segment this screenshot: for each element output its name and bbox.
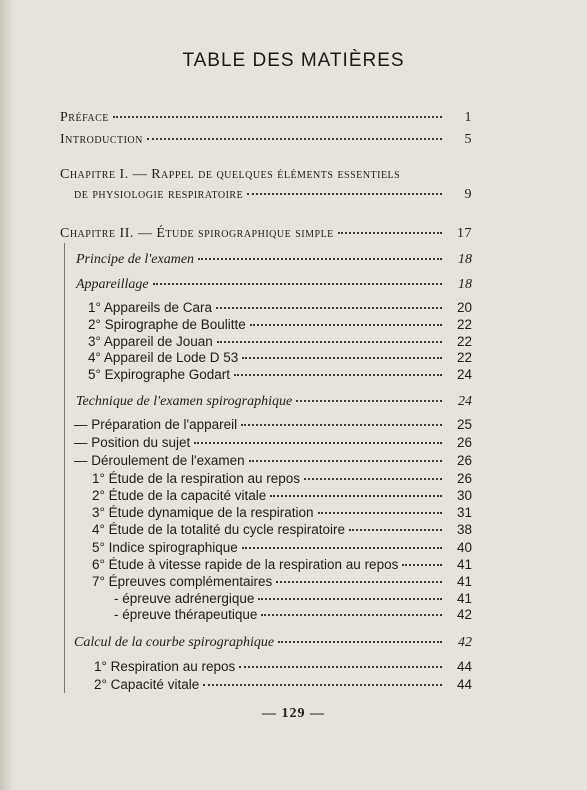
- toc-entry-text: 7° Épreuves complémentaires: [92, 574, 273, 589]
- toc-entry-principe: [76, 251, 472, 268]
- dot-leader: [318, 511, 442, 514]
- toc-page-number: 44: [456, 677, 472, 692]
- toc-page-number: 20: [456, 300, 472, 315]
- toc-entry-item: [88, 349, 472, 366]
- page-title: TABLE DES MATIÈRES: [182, 50, 405, 71]
- toc-page-number: 5: [464, 132, 472, 147]
- dot-leader: [216, 306, 442, 309]
- toc-entry-item: [94, 676, 472, 693]
- page-number-footer: — 129 —: [262, 706, 325, 721]
- dot-leader: [250, 323, 442, 326]
- toc-entry-chapter-1-continued: [74, 186, 472, 203]
- toc-entry-subitem: [114, 606, 472, 623]
- toc-entry-text: Technique de l'examen spirographique: [76, 394, 293, 409]
- toc-entry-introduction: [60, 131, 472, 148]
- toc-page-number: 41: [456, 574, 472, 589]
- toc-page-number: 31: [456, 505, 472, 520]
- toc-entry-text: 6° Étude à vitesse rapide de la respiration au repos: [92, 557, 399, 572]
- toc-entry-item: [92, 487, 472, 504]
- toc-entry-text: - épreuve thérapeutique: [114, 607, 258, 622]
- toc-entry-text: 1° Appareils de Cara: [88, 300, 212, 315]
- toc-entry-item: [88, 299, 472, 316]
- toc-page-number: 1: [464, 110, 472, 125]
- toc-page-number: 42: [456, 607, 472, 622]
- toc-entry-item: [88, 316, 472, 333]
- toc-entry-subitem: [114, 590, 472, 607]
- toc-entry-text: 3° Appareil de Jouan: [88, 334, 213, 349]
- dot-leader: [194, 441, 442, 444]
- toc-page-number: 18: [458, 277, 472, 292]
- toc-entry-item: [92, 521, 472, 538]
- toc-page-number: 24: [458, 394, 472, 409]
- toc-page-number: 17: [457, 226, 472, 241]
- dot-leader: [402, 563, 442, 566]
- toc-entry-technique: [76, 393, 472, 410]
- dot-leader: [153, 282, 442, 285]
- dot-leader: [242, 356, 442, 359]
- toc-page-number: 22: [456, 317, 472, 332]
- toc-entry-item: [92, 470, 472, 487]
- dot-leader: [349, 528, 442, 531]
- toc-page-number: 22: [456, 334, 472, 349]
- toc-page-number: 44: [456, 659, 472, 674]
- toc-page-number: 30: [456, 488, 472, 503]
- toc-entry-text: 1° Respiration au repos: [94, 659, 236, 674]
- toc-entry-text: Calcul de la courbe spirographique: [74, 635, 275, 650]
- toc-entry-preface: [60, 109, 472, 126]
- toc-page-number: 18: [458, 252, 472, 267]
- toc-entry-text: 2° Étude de la capacité vitale: [92, 488, 267, 503]
- toc-entry-text: 2° Capacité vitale: [94, 677, 200, 692]
- toc-page-number: 22: [456, 350, 472, 365]
- dot-leader: [234, 373, 442, 376]
- dot-leader: [261, 613, 442, 616]
- toc-entry-item: [92, 539, 472, 556]
- toc-entry-item: [88, 366, 472, 383]
- page-edge: [0, 0, 14, 790]
- dot-leader: [270, 494, 442, 497]
- toc-entry-appareillage: [76, 276, 472, 293]
- toc-entry-item: [92, 556, 472, 573]
- toc-entry-chapter-1: [60, 166, 472, 183]
- toc-page-number: 26: [456, 453, 472, 468]
- dot-leader: [249, 459, 442, 462]
- dot-leader: [296, 399, 442, 402]
- toc-entry-text: — Déroulement de l'examen: [74, 453, 245, 468]
- toc-entry-text: Préface: [60, 110, 109, 125]
- toc-entry-item: [92, 573, 472, 590]
- dot-leader: [217, 340, 442, 343]
- toc-entry-item: [94, 658, 472, 675]
- toc-entry-text: 1° Étude de la respiration au repos: [92, 471, 301, 486]
- dot-leader: [239, 665, 442, 668]
- dot-leader: [276, 580, 442, 583]
- toc-page-number: 40: [456, 540, 472, 555]
- toc-page-number: 38: [456, 522, 472, 537]
- toc-page-number: 41: [456, 591, 472, 606]
- toc-entry-subsection: [74, 416, 472, 433]
- toc-entry-text: 4° Appareil de Lode D 53: [88, 350, 239, 365]
- toc-entry-text: — Préparation de l'appareil: [74, 417, 238, 432]
- toc-page-number: 25: [456, 417, 472, 432]
- toc-entry-item: [92, 504, 472, 521]
- dot-leader: [203, 683, 442, 686]
- toc-entry-subsection: [74, 452, 472, 469]
- dot-leader: [278, 640, 442, 643]
- toc-entry-text: 4° Étude de la totalité du cycle respiratoire: [92, 522, 346, 537]
- toc-entry-text: 5° Expirographe Godart: [88, 367, 230, 382]
- dot-leader: [258, 597, 442, 600]
- toc-entry-text: Principe de l'examen: [76, 252, 195, 267]
- toc-entry-item: [88, 333, 472, 350]
- dot-leader: [113, 115, 442, 118]
- dot-leader: [304, 477, 442, 480]
- toc-page-number: 9: [464, 187, 472, 202]
- dot-leader: [241, 423, 442, 426]
- toc-page-number: 24: [456, 367, 472, 382]
- section-rule: [64, 243, 65, 693]
- toc-entry-text: — Position du sujet: [74, 435, 191, 450]
- toc-entry-text: 2° Spirographe de Boulitte: [88, 317, 246, 332]
- toc-page-number: 41: [456, 557, 472, 572]
- toc-entry-text: 3° Étude dynamique de la respiration: [92, 505, 314, 520]
- toc-entry-text: Chapitre I. — Rappel de quelques éléments essentiels: [60, 167, 401, 182]
- dot-leader: [198, 257, 442, 260]
- toc-entry-text: 5° Indice spirographique: [92, 540, 238, 555]
- toc-entry-text: Chapitre II. — Étude spirographique simple: [60, 226, 334, 241]
- toc-entry-text: de physiologie respiratoire: [74, 187, 244, 202]
- toc-entry-text: Appareillage: [76, 277, 149, 292]
- dot-leader: [242, 546, 442, 549]
- toc-page-number: 42: [458, 635, 472, 650]
- dot-leader: [147, 137, 442, 140]
- toc-page-number: 26: [456, 435, 472, 450]
- toc-entry-text: Introduction: [60, 132, 143, 147]
- dot-leader: [338, 231, 442, 234]
- toc-page-number: 26: [456, 471, 472, 486]
- dot-leader: [247, 192, 442, 195]
- toc-entry-subsection: [74, 434, 472, 451]
- toc-entry-chapter-2: [60, 225, 472, 242]
- toc-entry-calcul: [74, 634, 472, 651]
- toc-entry-text: - épreuve adrénergique: [114, 591, 255, 606]
